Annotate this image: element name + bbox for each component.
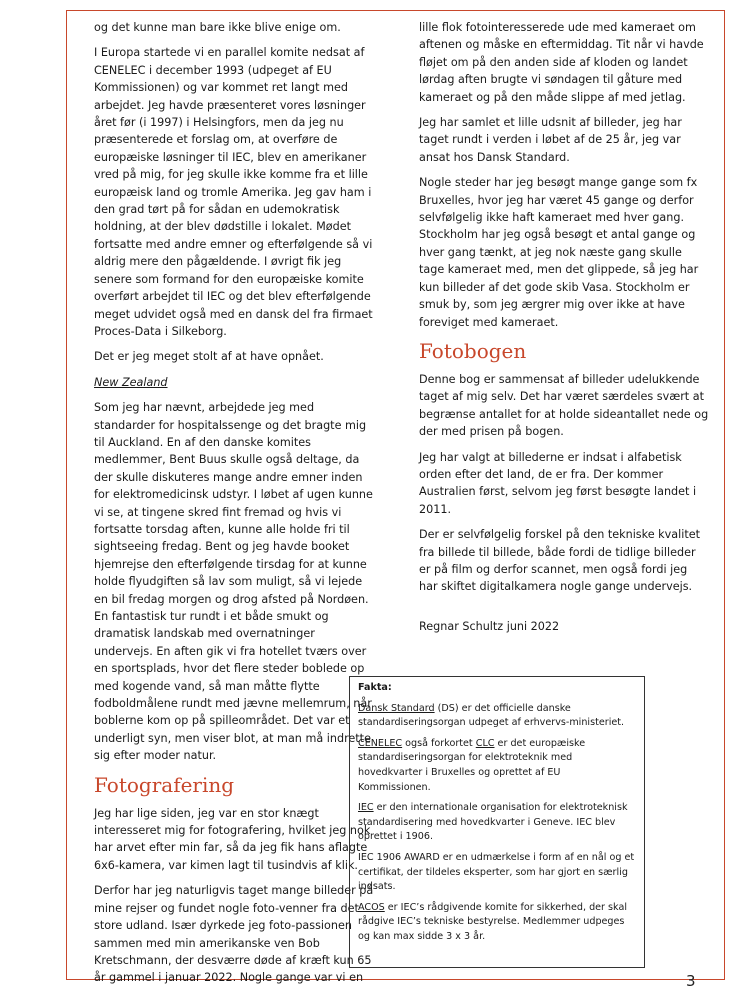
paragraph: Der er selvfølgelig forskel på den tekniske kvalitet fra billede til billede, både fordi de tidlige billeder er på film og derfor scannet, men også fordi jeg har skiftet digitalkamera nogle gange undervejs.	[419, 528, 700, 594]
fakta-term: ACOS	[358, 901, 385, 913]
right-column	[419, 19, 709, 643]
paragraph: Jeg har samlet et lille udsnit af billeder, jeg har taget rundt i verden i løbet af de 25 år, jeg var ansat hos Dansk Standard.	[419, 116, 682, 164]
section-heading-fotografering: Fotografering	[94, 772, 235, 797]
fakta-term: CLC	[475, 737, 495, 749]
paragraph: Jeg har lige siden, jeg var en stor knægt interesseret mig for fotografering, hvilket jeg nok har arvet efter min far, så da jeg fik hans aflagte 6x6-kamera, var kimen lagt til tusindvis af klik.	[94, 806, 371, 872]
fakta-text: er det europæiske standardiseringsorgan for elektroteknik med hovedkvarter i Bruxelles og oprettet af EU Kommissionen.	[358, 737, 586, 793]
fakta-entry-cenelec	[358, 737, 636, 795]
paragraph: Som jeg har nævnt, arbejdede jeg med standarder for hospitalssenge og det bragte mig til Auckland. En af den danske komites medlemmer, Bent Buus skulle også deltage, da der skulle diskuteres mange andre emner inden for elektromedicinsk udstyr. I løbet af ugen kunne vi se, at tingene skred fint fremad og hvis vi fortsatte torsdag aften, kunne alle holde fri til sightseeing fredag. Bent og jeg havde booket hjemrejse den efterfølgende tirsdag for at kunne holde flyudgiften så lav som muligt, så vi lejede en bil fredag morgen og drog afsted på Nordøen. En fantastisk tur rundt i et både smukt og dramatisk landskab med overnatninger undervejs. En aften gik vi fra hotellet tværs over en sportsplads, hvor det flere steder boblede op med kogende vand, så man måtte flytte fodboldmålene rundt med jævne mellemrum, når boblerne kom op på spilleområdet. Det var et underligt syn, men viser blot, at man må indrette sig efter moder natur.	[94, 401, 373, 763]
paragraph: Det er jeg meget stolt af at have opnået.	[94, 350, 324, 364]
fakta-text: er IEC’s rådgivende komite for sikkerhed, der skal rådgive IEC’s tekniske bestyrelse. Medlemmer udpeges og kan max sidde 3 x 3 år.	[358, 901, 627, 942]
paragraph: I Europa startede vi en parallel komite nedsat af CENELEC i december 1993 (udpeget af EU Kommissionen) og var kommet ret langt med arbejdet. Jeg havde præsenteret vores løsninger året før (i 1997) i Helsingfors, men da jeg nu præsenterede et forslag om, at overføre de europæiske løsninger til IEC, blev en amerikaner vred på mig, for jeg skulle ikke komme fra et lille europæisk land og tromle Amerika. Jeg gav ham i den grad tørt på for sådan en udemokratisk holdning, at der blev dødstille i lokalet. Mødet fortsatte med andre emner og efterfølgende så vi aldrig mere den pågældende. I øvrigt fik jeg senere som formand for den europæiske komite overført arbejdet til IEC og det blev efterfølgende meget udvidet også med en dansk del fra firmaet Proces-Data i Silkeborg.	[94, 46, 373, 338]
fakta-entry-acos	[358, 901, 636, 945]
fakta-text: er den internationale organisation for elektroteknisk standardisering med hovedkvarter i Geneve. IEC blev oprettet i 1906.	[358, 802, 628, 843]
paragraph: Jeg har valgt at billederne er indsat i alfabetisk orden efter det land, de er fra. Der kommer Australien først, selvom jeg først besøgte landet i 2011.	[419, 450, 697, 516]
paragraph: Denne bog er sammensat af billeder udelukkende taget af mig selv. Det har været særdeles svært at begrænse antallet for at holde sideantallet nede og der med prisen på bogen.	[419, 372, 709, 439]
fakta-term: CENELEC	[358, 737, 403, 749]
fakta-title: Fakta:	[358, 682, 392, 693]
fakta-entry-dansk-standard	[358, 702, 636, 731]
left-column	[94, 19, 374, 995]
fakta-box	[349, 676, 645, 968]
paragraph: lille flok fotointeresserede ude med kameraet om aftenen og måske en eftermiddag. Tit når vi havde fløjet om på den anden side af kloden og landet lørdag aften brugte vi søndagen til gåture med kameraet og på den måde slippe af med jetlag.	[419, 21, 704, 104]
fakta-text: også forkortet	[402, 737, 476, 749]
paragraph: Nogle steder har jeg besøgt mange gange som fx Bruxelles, hvor jeg har været 45 gange og derfor selvfølgelig ikke haft kameraet med hver gang. Stockholm har jeg også besøgt et antal gange og hver gang tænkt, at jeg nok næste gang skulle tage kameraet med, men det glippede, så jeg har kun billeder af det gode skib Vasa. Stockholm er smuk by, som jeg ærgrer mig over ikke at have foreviget med kameraet.	[419, 176, 699, 329]
fakta-entry-iec	[358, 801, 636, 845]
fakta-entry-award: IEC 1906 AWARD er en udmærkelse i form af en nål og et certifikat, der tildeles eksperter, som har gjort en særlig indsats.	[358, 851, 635, 893]
fakta-term: IEC	[358, 802, 374, 814]
page-number: 3	[686, 972, 696, 990]
fakta-text: (DS) er det officielle danske standardiseringsorgan udpeget af erhvervs-ministeriet.	[358, 702, 625, 729]
paragraph: Derfor har jeg naturligvis taget mange billeder på mine rejser og fundet nogle foto-venner fra det store udland. Især dyrkede jeg foto-passionen sammen med min amerikanske ven Bob Kretschmann, der desværre døde af kræft kun 65 år gammel i januar 2022. Nogle gange var vi en	[94, 884, 374, 985]
subheading-new-zealand: New Zealand	[94, 375, 168, 389]
paragraph: og det kunne man bare ikke blive enige om.	[94, 21, 341, 34]
fakta-term: Dansk Standard	[358, 702, 435, 714]
signature-line: Regnar Schultz juni 2022	[419, 619, 560, 633]
section-heading-fotobogen: Fotobogen	[419, 338, 527, 363]
